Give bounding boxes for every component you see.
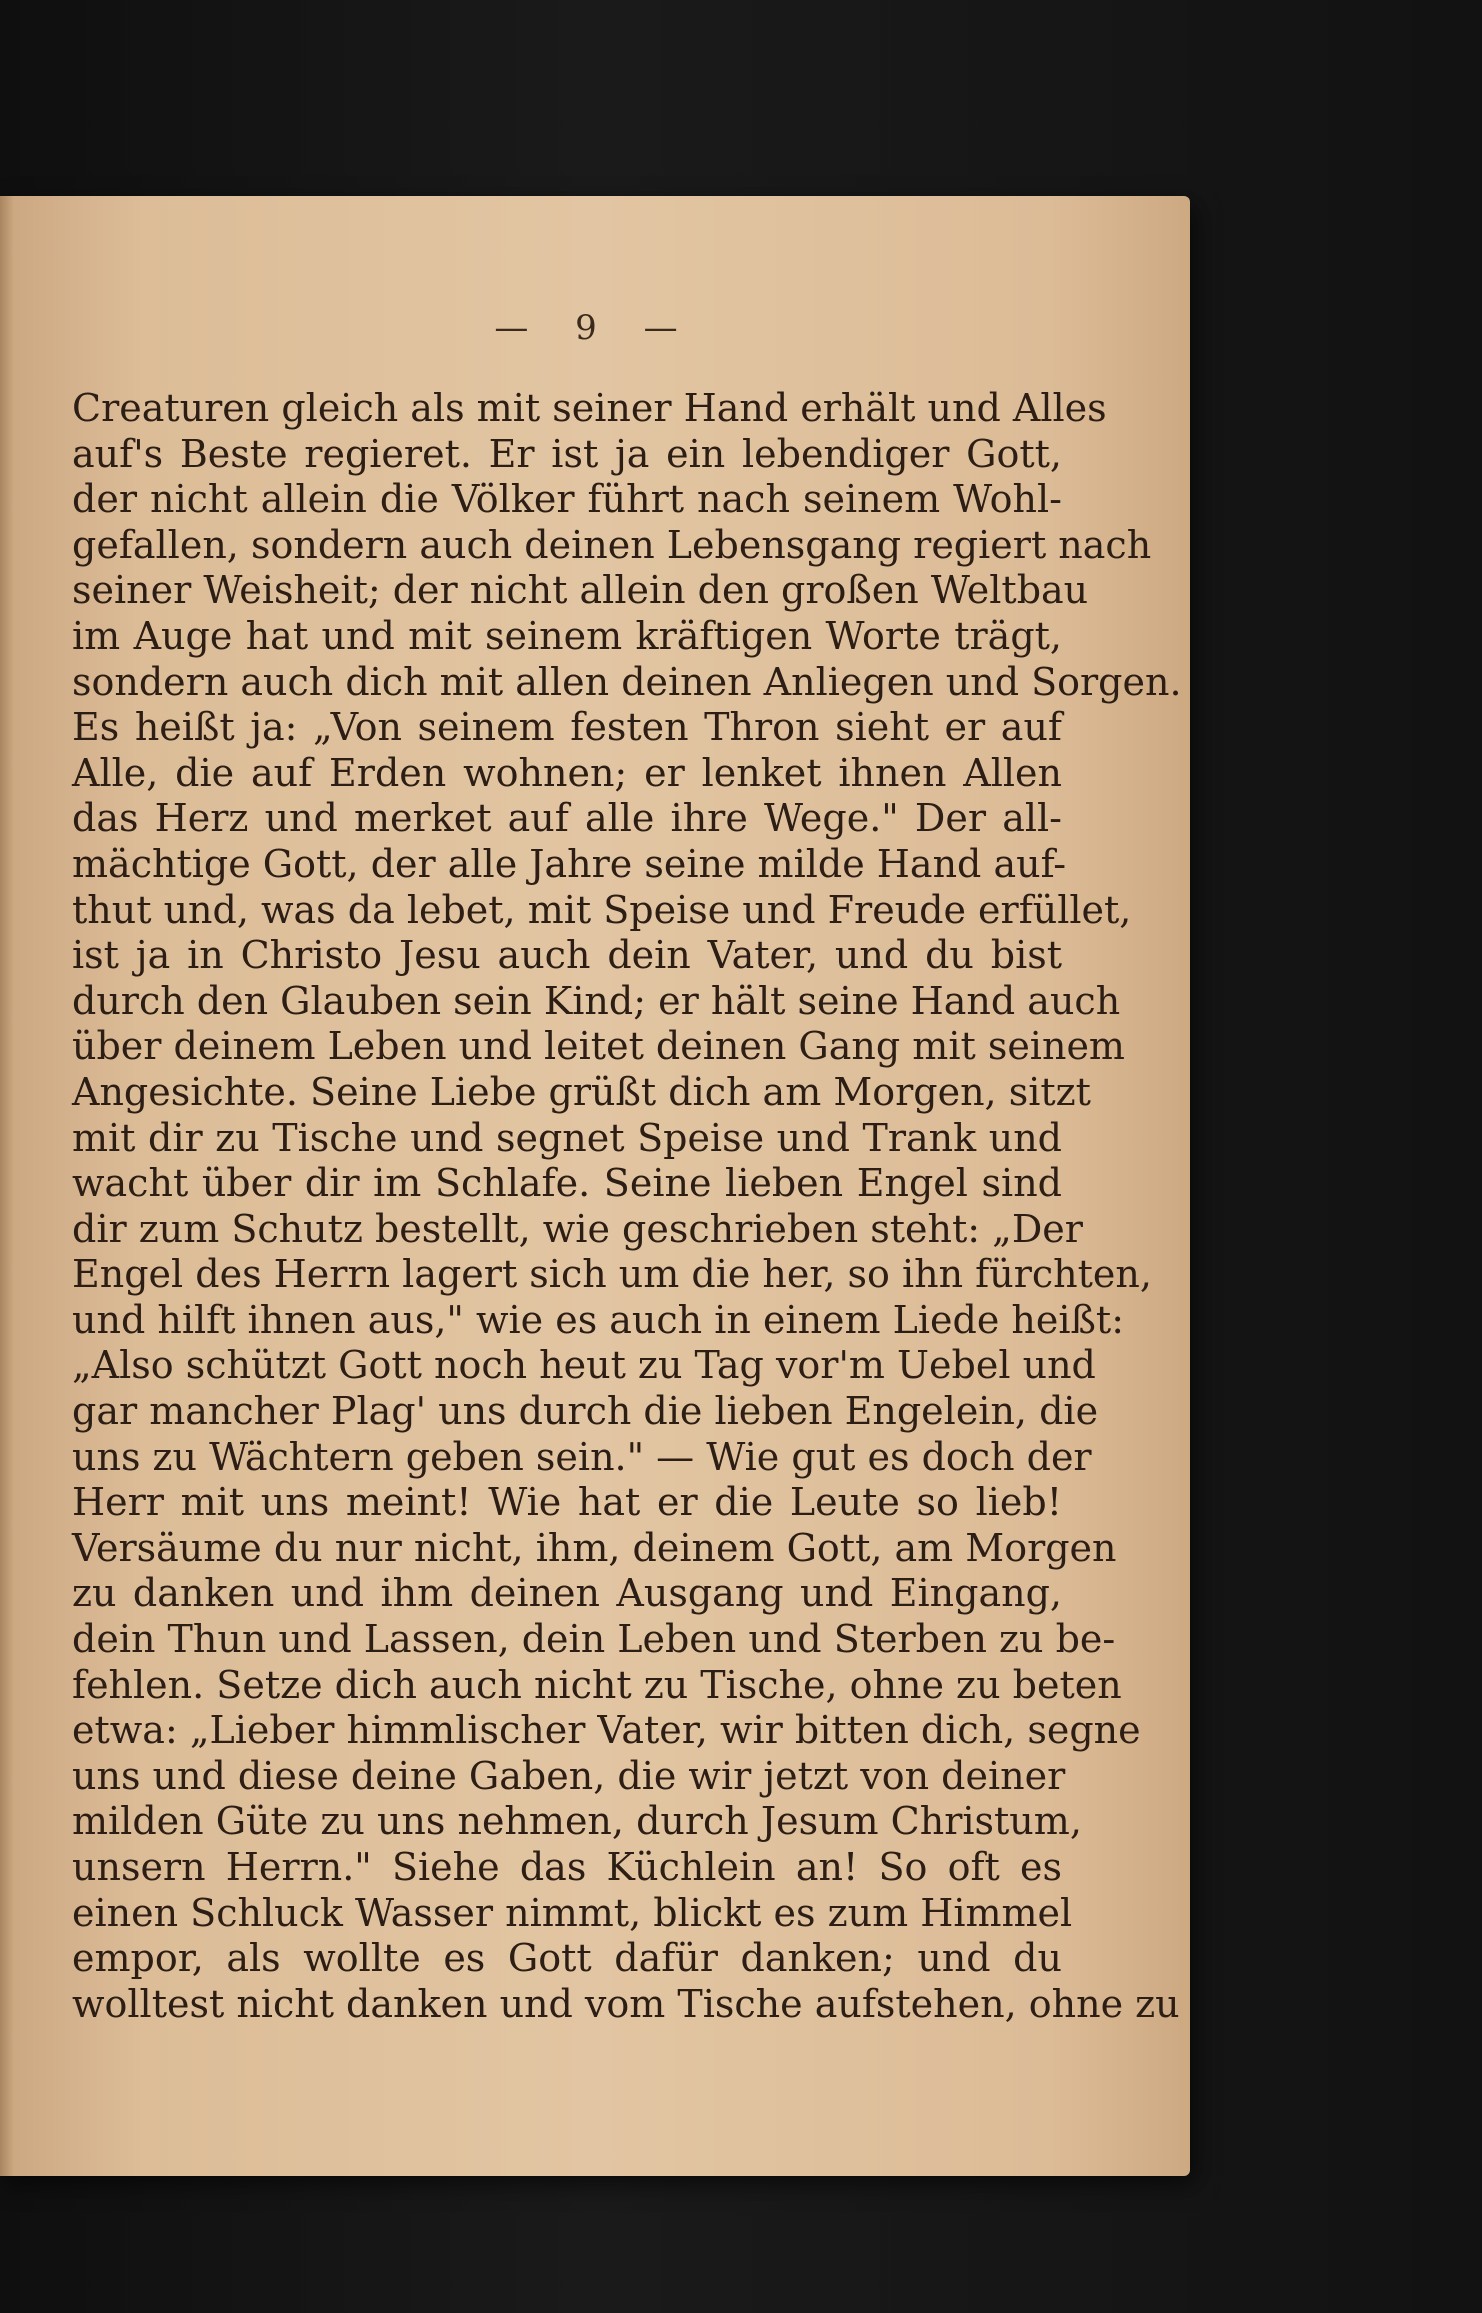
text-line: dein Thun und Lassen, dein Leben und Sterben zu be- (72, 1617, 1116, 1662)
text-line: Creaturen gleich als mit seiner Hand erhält und Alles (72, 386, 1107, 430)
text-line: Versäume du nur nicht, ihm, deinem Gott, am Morgen (72, 1525, 1117, 1570)
text-line: mächtige Gott, der alle Jahre seine milde Hand auf- (72, 841, 1067, 886)
body-text (72, 386, 1182, 2027)
text-line: Herr mit uns meint! Wie hat er die Leute so lieb! (72, 1480, 1062, 1525)
text-line: einen Schluck Wasser nimmt, blickt es zum Himmel (72, 1890, 1073, 1935)
text-line: „Also schützt Gott noch heut zu Tag vor'm Uebel und (72, 1343, 1096, 1388)
text-line: mit dir zu Tische und segnet Speise und Trank und (72, 1115, 1062, 1160)
text-line: thut und, was da lebet, mit Speise und Freude erfüllet, (72, 887, 1132, 932)
book-page (0, 196, 1190, 2176)
text-line: gar mancher Plag' uns durch die lieben Engelein, die (72, 1389, 1099, 1434)
text-line: über deinem Leben und leitet deinen Gang mit seinem (72, 1024, 1125, 1069)
text-line: auf's Beste regieret. Er ist ja ein lebendiger Gott, (72, 431, 1062, 476)
text-line: dir zum Schutz bestellt, wie geschrieben steht: „Der (72, 1206, 1083, 1251)
text-line: und hilft ihnen aus," wie es auch in einem Liede heißt: (72, 1297, 1124, 1342)
text-line: Es heißt ja: „Von seinem festen Thron sieht er auf (72, 705, 1062, 750)
text-line: wolltest nicht danken und vom Tische aufstehen, ohne zu (72, 1981, 1180, 2026)
text-line: ist ja in Christo Jesu auch dein Vater, und du bist (72, 933, 1062, 978)
text-line: das Herz und merket auf alle ihre Wege." Der all- (72, 796, 1062, 841)
text-line: empor, als wollte es Gott dafür danken; und du (72, 1936, 1062, 1981)
text-line: durch den Glauben sein Kind; er hält seine Hand auch (72, 978, 1121, 1023)
text-line: uns und diese deine Gaben, die wir jetzt von deiner (72, 1753, 1066, 1798)
text-line: Alle, die auf Erden wohnen; er lenket ihnen Allen (72, 750, 1062, 795)
text-line: milden Güte zu uns nehmen, durch Jesum Christum, (72, 1799, 1082, 1844)
text-line: etwa: „Lieber himmlischer Vater, wir bitten dich, segne (72, 1708, 1141, 1753)
text-line: unsern Herrn." Siehe das Küchlein an! So oft es (72, 1845, 1062, 1889)
text-line: gefallen, sondern auch deinen Lebensgang regiert nach (72, 522, 1152, 567)
text-line: uns zu Wächtern geben sein." — Wie gut es doch der (72, 1434, 1092, 1479)
text-line: Angesichte. Seine Liebe grüßt dich am Morgen, sitzt (72, 1069, 1091, 1114)
text-line: seiner Weisheit; der nicht allein den großen Weltbau (72, 568, 1089, 613)
text-line: der nicht allein die Völker führt nach seinem Wohl- (72, 477, 1062, 522)
text-line: fehlen. Setze dich auch nicht zu Tische, ohne zu beten (72, 1662, 1122, 1707)
text-line: sondern auch dich mit allen deinen Anliegen und Sorgen. (72, 659, 1182, 704)
page-number-header: — 9 — (494, 308, 696, 348)
text-line: zu danken und ihm deinen Ausgang und Eingang, (72, 1571, 1062, 1616)
text-line: im Auge hat und mit seinem kräftigen Worte trägt, (72, 613, 1062, 658)
text-line: Engel des Herrn lagert sich um die her, so ihn fürchten, (72, 1252, 1152, 1297)
text-line: wacht über dir im Schlafe. Seine lieben Engel sind (72, 1161, 1062, 1206)
